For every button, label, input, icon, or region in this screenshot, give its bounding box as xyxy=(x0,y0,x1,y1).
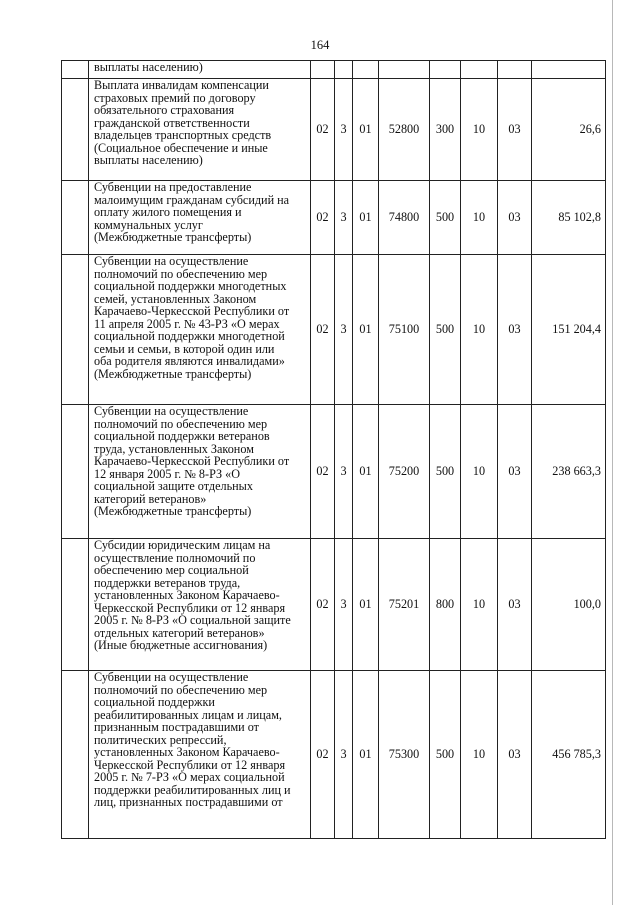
row-amount: 151 204,4 xyxy=(532,255,606,405)
row-code-6: 10 xyxy=(461,539,498,671)
row-code-5: 500 xyxy=(430,405,461,539)
row-code-6: 10 xyxy=(461,405,498,539)
row-code-3: 01 xyxy=(353,79,379,181)
row-code-2 xyxy=(335,61,353,79)
row-code-2: 3 xyxy=(335,539,353,671)
row-code-6 xyxy=(461,61,498,79)
row-amount xyxy=(532,61,606,79)
row-code-2: 3 xyxy=(335,671,353,839)
row-code-3 xyxy=(353,61,379,79)
row-code-1: 02 xyxy=(311,671,335,839)
row-description: Субвенции на осуществление полномочий по обеспечению мер социальной поддержки реабилитированных лицам и лицам, признанным пострадавшими от политических репрессий, установленных Законом Карачаево- Черкесской Республики от 12 января 2005 г. № 7-РЗ «О мерах социальной поддержки реабилитированных лиц и лиц, признанных пострадавшими от xyxy=(89,671,311,839)
budget-table xyxy=(61,60,606,839)
row-code-5: 500 xyxy=(430,181,461,255)
row-code-3: 01 xyxy=(353,539,379,671)
row-blank-cell xyxy=(62,181,89,255)
row-code-5: 800 xyxy=(430,539,461,671)
row-code-3: 01 xyxy=(353,405,379,539)
row-code-5: 500 xyxy=(430,255,461,405)
row-code-2: 3 xyxy=(335,405,353,539)
row-code-4: 52800 xyxy=(379,79,430,181)
row-amount: 100,0 xyxy=(532,539,606,671)
row-code-1: 02 xyxy=(311,405,335,539)
row-code-4: 74800 xyxy=(379,181,430,255)
row-code-5 xyxy=(430,61,461,79)
row-blank-cell xyxy=(62,61,89,79)
row-blank-cell xyxy=(62,539,89,671)
row-code-4: 75100 xyxy=(379,255,430,405)
table-row xyxy=(62,539,606,671)
page-edge-line xyxy=(612,0,613,905)
row-code-1: 02 xyxy=(311,181,335,255)
row-description: Субсидии юридическим лицам на осуществление полномочий по обеспечению мер социальной поддержки ветеранов труда, установленных Законом Карачаево- Черкесской Республики от 12 января 2005 г. № 8-РЗ «О социальной защите отдельных категорий ветеранов» (Иные бюджетные ассигнования) xyxy=(89,539,311,671)
row-code-1 xyxy=(311,61,335,79)
row-amount: 85 102,8 xyxy=(532,181,606,255)
row-blank-cell xyxy=(62,405,89,539)
row-description: Субвенции на осуществление полномочий по обеспечению мер социальной поддержки ветеранов труда, установленных Законом Карачаево-Черкесской Республики от 12 января 2005 г. № 8-РЗ «О социальной защите отдельных категорий ветеранов» (Межбюджетные трансферты) xyxy=(89,405,311,539)
row-blank-cell xyxy=(62,671,89,839)
row-code-4 xyxy=(379,61,430,79)
table-row xyxy=(62,61,606,79)
row-code-7: 03 xyxy=(498,671,532,839)
row-description: Субвенции на осуществление полномочий по обеспечению мер социальной поддержки многодетных семей, установленных Законом Карачаево-Черкесской Республики от 11 апреля 2005 г. № 43-РЗ «О мерах социальной поддержки многодетной семьи и семьи, в которой один или оба родителя являются инвалидами» (Межбюджетные трансферты) xyxy=(89,255,311,405)
row-code-3: 01 xyxy=(353,255,379,405)
row-code-1: 02 xyxy=(311,79,335,181)
row-amount: 26,6 xyxy=(532,79,606,181)
table-row xyxy=(62,671,606,839)
row-code-5: 500 xyxy=(430,671,461,839)
row-description: выплаты населению) xyxy=(89,61,311,79)
row-code-7 xyxy=(498,61,532,79)
row-code-6: 10 xyxy=(461,79,498,181)
table-row xyxy=(62,405,606,539)
row-code-5: 300 xyxy=(430,79,461,181)
row-code-4: 75300 xyxy=(379,671,430,839)
row-code-1: 02 xyxy=(311,539,335,671)
row-code-6: 10 xyxy=(461,671,498,839)
row-code-7: 03 xyxy=(498,79,532,181)
row-code-7: 03 xyxy=(498,255,532,405)
row-blank-cell xyxy=(62,79,89,181)
row-code-4: 75201 xyxy=(379,539,430,671)
row-code-7: 03 xyxy=(498,539,532,671)
row-amount: 456 785,3 xyxy=(532,671,606,839)
row-code-7: 03 xyxy=(498,405,532,539)
row-code-7: 03 xyxy=(498,181,532,255)
page-number: 164 xyxy=(310,38,330,52)
row-code-3: 01 xyxy=(353,671,379,839)
row-code-6: 10 xyxy=(461,255,498,405)
row-description: Субвенции на предоставление малоимущим гражданам субсидий на оплату жилого помещения и коммунальных услуг (Межбюджетные трансферты) xyxy=(89,181,311,255)
row-code-2: 3 xyxy=(335,79,353,181)
row-code-4: 75200 xyxy=(379,405,430,539)
row-code-1: 02 xyxy=(311,255,335,405)
row-amount: 238 663,3 xyxy=(532,405,606,539)
row-blank-cell xyxy=(62,255,89,405)
row-code-3: 01 xyxy=(353,181,379,255)
table-row xyxy=(62,79,606,181)
table-row xyxy=(62,181,606,255)
row-description: Выплата инвалидам компенсации страховых премий по договору обязательного страхования гражданской ответственности владельцев транспортных средств (Социальное обеспечение и иные выплаты населению) xyxy=(89,79,311,181)
row-code-2: 3 xyxy=(335,255,353,405)
table-row xyxy=(62,255,606,405)
row-code-2: 3 xyxy=(335,181,353,255)
row-code-6: 10 xyxy=(461,181,498,255)
